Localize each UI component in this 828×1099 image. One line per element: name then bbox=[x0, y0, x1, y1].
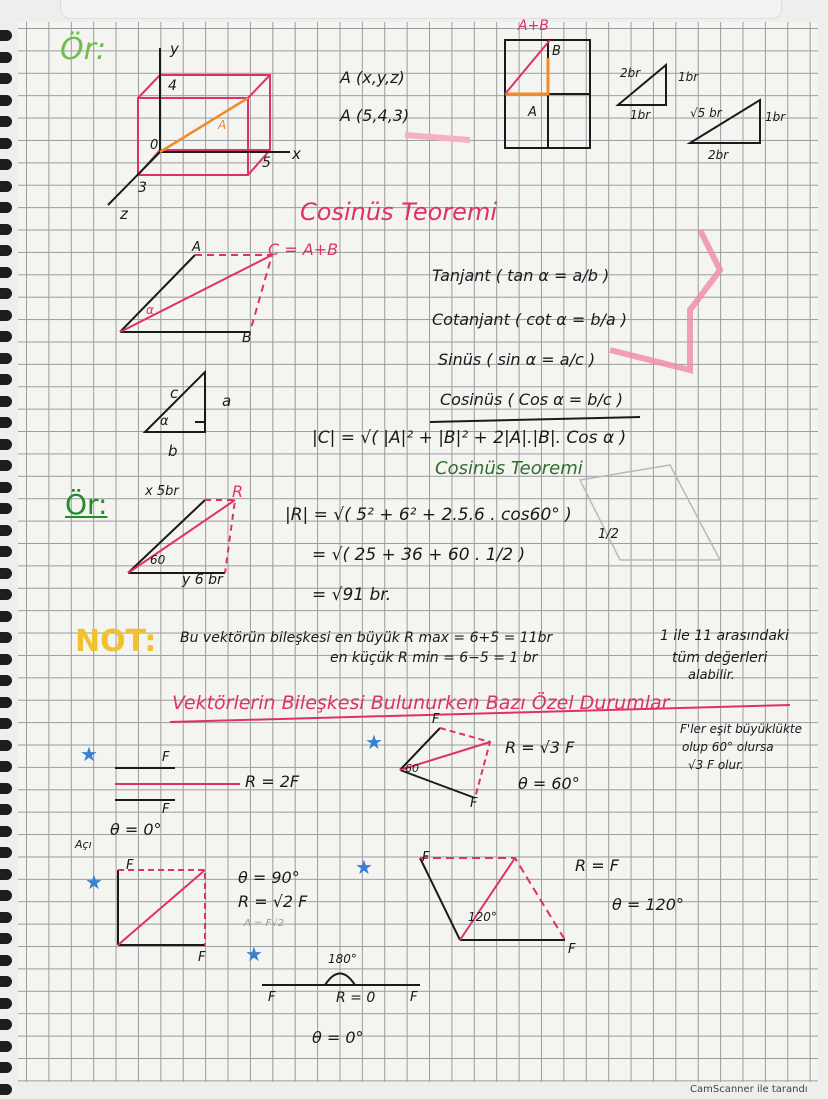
box-label-0: 0 bbox=[150, 138, 159, 153]
star-icon: ★ bbox=[245, 942, 263, 966]
grid-sum-label: A+B bbox=[518, 18, 549, 34]
c5-f-left: F bbox=[268, 990, 276, 1005]
cosine-theorem-green: Cosinüs Teoremi bbox=[435, 458, 583, 479]
grid-sum-b: B bbox=[552, 44, 561, 59]
c2-f-bottom: F bbox=[470, 796, 478, 811]
triangle-label: 2br bbox=[620, 66, 641, 80]
note-line-2: en küçük R min = 6−5 = 1 br bbox=[330, 650, 538, 666]
tangent-line: Tanjant ( tan α = a/b ) bbox=[432, 266, 610, 285]
c2-angle-mark: 60 bbox=[405, 762, 419, 775]
cosine-theorem-title: Cosinüs Teoremi bbox=[300, 198, 497, 226]
c5-angle: 180° bbox=[328, 952, 357, 966]
vector-b-label: B bbox=[242, 330, 252, 346]
star-icon: ★ bbox=[80, 742, 98, 766]
vector-a-label: A bbox=[192, 240, 201, 255]
example-label-1: Ör: bbox=[60, 32, 107, 67]
cotangent-line: Cotanjant ( cot α = b/a ) bbox=[432, 310, 628, 329]
cosine-formula: |C| = √( |A|² + |B|² + 2|A|.|B|. Cos α ) bbox=[312, 428, 627, 448]
watermark: CamScanner ile tarandı bbox=[690, 1084, 808, 1095]
triangle-label: 2br bbox=[708, 148, 729, 162]
axis-z-label: z bbox=[120, 205, 128, 223]
triangle-label: 1br bbox=[630, 108, 651, 122]
note-side-2: tüm değerleri bbox=[672, 650, 768, 666]
c3-f-right: F bbox=[198, 950, 206, 965]
c1-r: R = 2F bbox=[245, 772, 300, 791]
triangle-b: b bbox=[168, 442, 178, 460]
c1-f-bottom: F bbox=[162, 802, 170, 817]
note-side-3: alabilir. bbox=[688, 668, 735, 683]
c4-f-right: F bbox=[568, 942, 576, 957]
box-label-4: 4 bbox=[168, 78, 177, 94]
example2-y: y 6 br bbox=[182, 572, 223, 588]
special-cases-title: Vektörlerin Bileşkesi Bulunurken Bazı Özel Durumlar bbox=[172, 692, 670, 714]
axis-x-label: x bbox=[292, 145, 301, 163]
triangle-alpha: α bbox=[160, 414, 169, 429]
c2-note-3: √3 F olur. bbox=[688, 758, 744, 772]
note-label: NOT: bbox=[75, 624, 157, 659]
c2-note-1: F'ler eşit büyüklükte bbox=[680, 722, 803, 736]
example-label-2: Ör: bbox=[65, 488, 108, 521]
triangle-c: c bbox=[170, 384, 179, 402]
triangle-a: a bbox=[222, 392, 232, 410]
example2-step2: = √( 25 + 36 + 60 . 1/2 ) bbox=[312, 545, 526, 565]
example2-half: 1/2 bbox=[598, 527, 619, 542]
example2-x: x 5br bbox=[145, 484, 179, 499]
c4-r: R = F bbox=[575, 856, 619, 875]
triangle-label: 1br bbox=[678, 70, 699, 84]
example2-drawing bbox=[128, 500, 235, 573]
c5-f-right: F bbox=[410, 990, 418, 1005]
alpha-label: α bbox=[146, 303, 154, 317]
c3-small: A = F√2 bbox=[244, 918, 285, 929]
triangle-label: √5 br bbox=[690, 106, 722, 120]
vector-coord-example: A (5,4,3) bbox=[340, 106, 410, 125]
example2-step3: = √91 br. bbox=[312, 585, 392, 605]
c4-angle-mark: 120° bbox=[468, 910, 497, 924]
c4-f-left: F bbox=[422, 850, 430, 865]
3d-box-drawing bbox=[108, 48, 290, 205]
c1-f-top: F bbox=[162, 750, 170, 765]
axis-y-label: y bbox=[170, 40, 179, 58]
c1-aci: Açı bbox=[75, 838, 92, 851]
c2-theta: θ = 60° bbox=[518, 774, 580, 793]
c3-r: R = √2 F bbox=[238, 892, 308, 911]
box-vector-label: A bbox=[218, 118, 227, 132]
c1-angle: θ = 0° bbox=[110, 820, 162, 839]
box-label-5: 5 bbox=[262, 155, 271, 171]
sine-line: Sinüs ( sin α = a/c ) bbox=[438, 350, 596, 369]
c3-theta: θ = 90° bbox=[238, 868, 300, 887]
example2-r: R bbox=[232, 482, 244, 501]
example2-step1: |R| = √( 5² + 6² + 2.5.6 . cos60° ) bbox=[285, 505, 572, 525]
vector-coord-general: A (x,y,z) bbox=[340, 68, 405, 87]
triangle-label: 1br bbox=[765, 110, 786, 124]
note-side-1: 1 ile 11 arasındaki bbox=[660, 628, 789, 644]
star-icon: ★ bbox=[365, 730, 383, 754]
grid-sum-a: A bbox=[528, 105, 537, 120]
cosine-line: Cosinüs ( Cos α = b/c ) bbox=[440, 390, 623, 409]
star-icon: ★ bbox=[355, 855, 373, 879]
c3-f-top: F bbox=[126, 858, 134, 873]
c4-theta: θ = 120° bbox=[612, 895, 684, 914]
vector-sum-drawing bbox=[120, 255, 272, 332]
example2-angle: 60 bbox=[150, 553, 166, 567]
box-label-3: 3 bbox=[138, 180, 147, 196]
c5-theta: θ = 0° bbox=[312, 1028, 364, 1047]
c5-r: R = 0 bbox=[336, 990, 376, 1006]
vector-c-label: C = A+B bbox=[268, 240, 339, 259]
note-line-1: Bu vektörün bileşkesi en büyük R max = 6+5 = 11br bbox=[180, 630, 553, 646]
c2-r: R = √3 F bbox=[505, 738, 575, 757]
grid-sum-drawing bbox=[505, 40, 590, 148]
c2-note-2: olup 60° olursa bbox=[682, 740, 774, 754]
star-icon: ★ bbox=[85, 870, 103, 894]
c2-f-top: F bbox=[432, 712, 440, 727]
